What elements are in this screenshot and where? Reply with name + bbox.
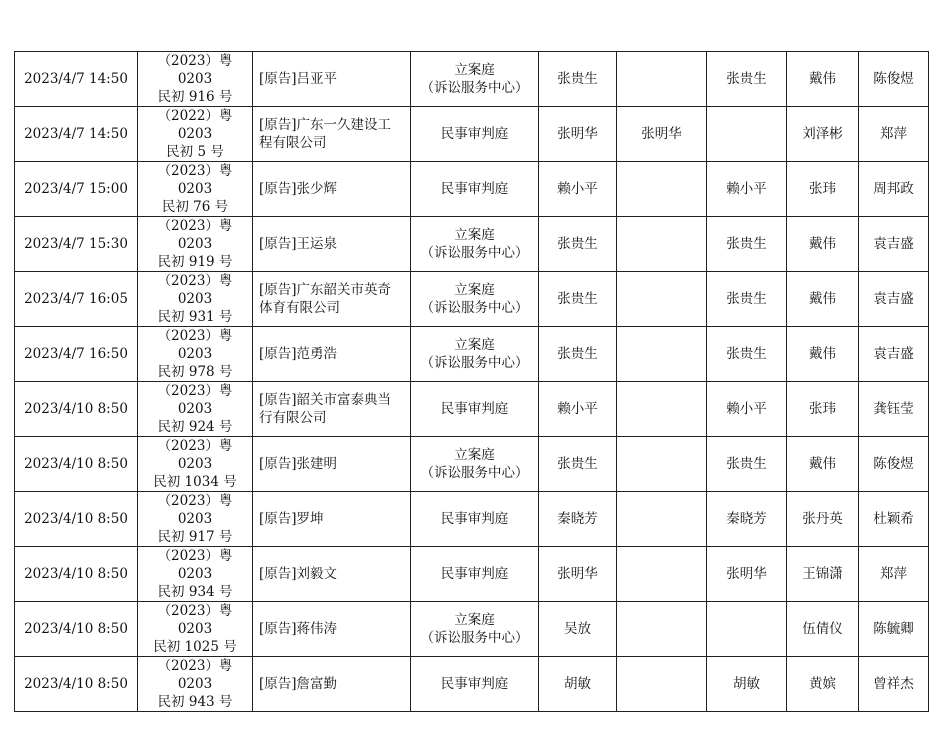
table-body: [15, 52, 929, 712]
presiding-judge-cell: 赖小平: [539, 162, 617, 217]
panel-member-cell: 张贵生: [707, 272, 787, 327]
tribunal-line: 立案庭: [454, 227, 495, 243]
judge-cell: [617, 657, 707, 712]
case-number-line: （2023）粤 0203: [157, 493, 233, 527]
case-number-line: （2023）粤 0203: [157, 383, 233, 417]
hearing-time-cell: 2023/4/7 15:30: [15, 217, 138, 272]
table-row: [15, 162, 929, 217]
party-cell: [253, 437, 411, 492]
presiding-judge-cell: 张贵生: [539, 52, 617, 107]
case-number-line: 民初 1034 号: [153, 474, 237, 490]
judge-cell: [617, 52, 707, 107]
hearing-time-cell: 2023/4/10 8:50: [15, 492, 138, 547]
case-number-line: 民初 978 号: [157, 364, 233, 380]
party-line: [原告]张建明: [259, 456, 338, 472]
presiding-judge-cell: 张明华: [539, 547, 617, 602]
tribunal-line: （诉讼服务中心）: [420, 630, 529, 646]
assistant-cell: 陈毓卿: [859, 602, 929, 657]
tribunal-line: 立案庭: [454, 62, 495, 78]
case-number-line: 民初 76 号: [161, 199, 229, 215]
tribunal-line: （诉讼服务中心）: [420, 80, 529, 96]
judge-cell: [617, 162, 707, 217]
case-number-line: （2022）粤 0203: [157, 108, 233, 142]
judge-cell: 张明华: [617, 107, 707, 162]
assistant-cell: 郑萍: [859, 107, 929, 162]
case-number-line: 民初 919 号: [157, 254, 233, 270]
case-number-line: （2023）粤 0203: [157, 53, 233, 87]
hearing-time-cell: 2023/4/10 8:50: [15, 547, 138, 602]
tribunal-cell: [411, 272, 539, 327]
table-row: [15, 547, 929, 602]
tribunal-cell: [411, 602, 539, 657]
clerk-cell: 戴伟: [787, 272, 859, 327]
party-cell: [253, 492, 411, 547]
presiding-judge-cell: 胡敏: [539, 657, 617, 712]
assistant-cell: 郑萍: [859, 547, 929, 602]
party-cell: [253, 327, 411, 382]
assistant-cell: 陈俊煜: [859, 437, 929, 492]
tribunal-line: 民事审判庭: [440, 566, 509, 582]
clerk-cell: 戴伟: [787, 52, 859, 107]
party-cell: [253, 547, 411, 602]
panel-member-cell: 秦晓芳: [707, 492, 787, 547]
tribunal-line: （诉讼服务中心）: [420, 465, 529, 481]
case-number-line: 民初 5 号: [166, 144, 224, 160]
tribunal-line: 立案庭: [454, 337, 495, 353]
tribunal-cell: [411, 327, 539, 382]
tribunal-cell: [411, 107, 539, 162]
table-row: [15, 492, 929, 547]
hearing-time-cell: 2023/4/7 14:50: [15, 107, 138, 162]
judge-cell: [617, 437, 707, 492]
assistant-cell: 陈俊煜: [859, 52, 929, 107]
party-cell: [253, 602, 411, 657]
case-number-line: 民初 931 号: [157, 309, 233, 325]
case-number-cell: [138, 272, 253, 327]
case-number-cell: [138, 382, 253, 437]
hearing-time-cell: 2023/4/7 16:05: [15, 272, 138, 327]
tribunal-cell: [411, 492, 539, 547]
clerk-cell: 戴伟: [787, 327, 859, 382]
case-number-cell: [138, 657, 253, 712]
table-row: [15, 327, 929, 382]
panel-member-cell: 胡敏: [707, 657, 787, 712]
table-row: [15, 52, 929, 107]
judge-cell: [617, 327, 707, 382]
assistant-cell: 龚钰莹: [859, 382, 929, 437]
table-row: [15, 657, 929, 712]
presiding-judge-cell: 赖小平: [539, 382, 617, 437]
case-number-line: （2023）粤 0203: [157, 273, 233, 307]
hearing-time-cell: 2023/4/10 8:50: [15, 382, 138, 437]
presiding-judge-cell: 张贵生: [539, 437, 617, 492]
tribunal-cell: [411, 217, 539, 272]
tribunal-line: （诉讼服务中心）: [420, 355, 529, 371]
table-row: [15, 437, 929, 492]
judge-cell: [617, 547, 707, 602]
case-number-cell: [138, 602, 253, 657]
table-row: [15, 382, 929, 437]
clerk-cell: 张丹英: [787, 492, 859, 547]
case-number-line: 民初 916 号: [157, 89, 233, 105]
case-number-line: （2023）粤 0203: [157, 603, 233, 637]
case-number-line: 民初 917 号: [157, 529, 233, 545]
case-number-line: 民初 934 号: [157, 584, 233, 600]
tribunal-cell: [411, 162, 539, 217]
case-number-cell: [138, 217, 253, 272]
case-number-line: （2023）粤 0203: [157, 218, 233, 252]
case-number-cell: [138, 492, 253, 547]
party-line: [原告]吕亚平: [259, 71, 338, 87]
tribunal-cell: [411, 437, 539, 492]
panel-member-cell: 张贵生: [707, 437, 787, 492]
table-row: [15, 602, 929, 657]
tribunal-line: （诉讼服务中心）: [420, 245, 529, 261]
panel-member-cell: 张贵生: [707, 52, 787, 107]
tribunal-cell: [411, 52, 539, 107]
assistant-cell: 袁吉盛: [859, 327, 929, 382]
case-number-line: （2023）粤 0203: [157, 548, 233, 582]
case-number-cell: [138, 327, 253, 382]
tribunal-cell: [411, 547, 539, 602]
judge-cell: [617, 217, 707, 272]
party-line: [原告]罗坤: [259, 511, 324, 527]
hearing-time-cell: 2023/4/7 14:50: [15, 52, 138, 107]
party-cell: [253, 52, 411, 107]
panel-member-cell: 张贵生: [707, 217, 787, 272]
assistant-cell: 周邦政: [859, 162, 929, 217]
case-number-cell: [138, 107, 253, 162]
clerk-cell: 王锦潇: [787, 547, 859, 602]
party-line: [原告]蒋伟涛: [259, 621, 338, 637]
hearing-time-cell: 2023/4/10 8:50: [15, 657, 138, 712]
case-number-cell: [138, 547, 253, 602]
presiding-judge-cell: 张贵生: [539, 327, 617, 382]
tribunal-line: 立案庭: [454, 282, 495, 298]
assistant-cell: 袁吉盛: [859, 272, 929, 327]
party-line: [原告]张少辉: [259, 181, 338, 197]
party-cell: [253, 382, 411, 437]
case-number-line: （2023）粤 0203: [157, 328, 233, 362]
presiding-judge-cell: 张贵生: [539, 272, 617, 327]
panel-member-cell: 张贵生: [707, 327, 787, 382]
presiding-judge-cell: 吴放: [539, 602, 617, 657]
case-number-cell: [138, 52, 253, 107]
case-number-line: （2023）粤 0203: [157, 163, 233, 197]
hearing-schedule-table: [14, 51, 929, 712]
presiding-judge-cell: 秦晓芳: [539, 492, 617, 547]
case-number-line: 民初 943 号: [157, 694, 233, 710]
clerk-cell: 张玮: [787, 382, 859, 437]
clerk-cell: 伍倩仪: [787, 602, 859, 657]
party-line: [原告]詹富勤: [259, 676, 338, 692]
panel-member-cell: 赖小平: [707, 382, 787, 437]
hearing-time-cell: 2023/4/10 8:50: [15, 437, 138, 492]
party-cell: [253, 107, 411, 162]
judge-cell: [617, 492, 707, 547]
tribunal-line: 民事审判庭: [440, 401, 509, 417]
assistant-cell: 曾祥杰: [859, 657, 929, 712]
tribunal-line: 立案庭: [454, 612, 495, 628]
party-line: [原告]广东一久建设工: [259, 117, 392, 133]
hearing-time-cell: 2023/4/7 16:50: [15, 327, 138, 382]
tribunal-cell: [411, 382, 539, 437]
party-cell: [253, 657, 411, 712]
tribunal-line: 民事审判庭: [440, 126, 509, 142]
party-line: [原告]王运泉: [259, 236, 338, 252]
tribunal-line: 民事审判庭: [440, 181, 509, 197]
party-line: 体育有限公司: [259, 300, 340, 316]
party-line: [原告]韶关市富泰典当: [259, 392, 392, 408]
judge-cell: [617, 382, 707, 437]
tribunal-line: 民事审判庭: [440, 511, 509, 527]
tribunal-line: 民事审判庭: [440, 676, 509, 692]
hearing-time-cell: 2023/4/10 8:50: [15, 602, 138, 657]
clerk-cell: 戴伟: [787, 217, 859, 272]
clerk-cell: 张玮: [787, 162, 859, 217]
panel-member-cell: [707, 107, 787, 162]
presiding-judge-cell: 张明华: [539, 107, 617, 162]
clerk-cell: 黄嫔: [787, 657, 859, 712]
party-line: [原告]刘毅文: [259, 566, 338, 582]
clerk-cell: 戴伟: [787, 437, 859, 492]
party-line: 行有限公司: [259, 410, 327, 426]
tribunal-line: 立案庭: [454, 447, 495, 463]
presiding-judge-cell: 张贵生: [539, 217, 617, 272]
panel-member-cell: 赖小平: [707, 162, 787, 217]
table-row: [15, 272, 929, 327]
assistant-cell: 袁吉盛: [859, 217, 929, 272]
table-row: [15, 217, 929, 272]
table-row: [15, 107, 929, 162]
tribunal-cell: [411, 657, 539, 712]
panel-member-cell: [707, 602, 787, 657]
party-line: 程有限公司: [259, 135, 327, 151]
clerk-cell: 刘泽彬: [787, 107, 859, 162]
party-line: [原告]广东韶关市英奇: [259, 282, 392, 298]
case-number-cell: [138, 162, 253, 217]
judge-cell: [617, 602, 707, 657]
hearing-time-cell: 2023/4/7 15:00: [15, 162, 138, 217]
panel-member-cell: 张明华: [707, 547, 787, 602]
assistant-cell: 杜颖希: [859, 492, 929, 547]
party-line: [原告]范勇浩: [259, 346, 338, 362]
party-cell: [253, 217, 411, 272]
case-number-line: （2023）粤 0203: [157, 658, 233, 692]
case-number-cell: [138, 437, 253, 492]
party-cell: [253, 272, 411, 327]
party-cell: [253, 162, 411, 217]
tribunal-line: （诉讼服务中心）: [420, 300, 529, 316]
judge-cell: [617, 272, 707, 327]
case-number-line: （2023）粤 0203: [157, 438, 233, 472]
case-number-line: 民初 924 号: [157, 419, 233, 435]
case-number-line: 民初 1025 号: [153, 639, 237, 655]
